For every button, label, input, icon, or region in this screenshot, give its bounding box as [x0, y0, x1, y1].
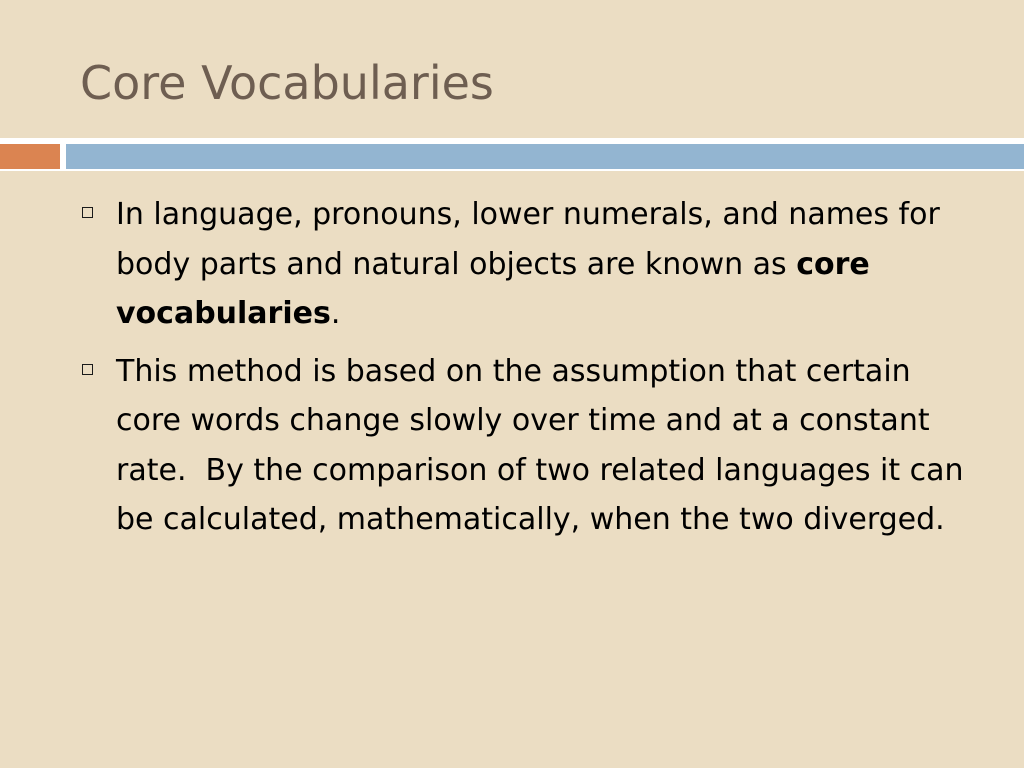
accent-orange-bar [0, 144, 60, 169]
slide-title: Core Vocabularies [80, 56, 494, 110]
bullet-item-method [82, 347, 982, 545]
bullet-text-before: In language, pronouns, lower numerals, and names for body parts and natural objects are known as [116, 197, 940, 282]
bullet-item-core-vocabularies [82, 190, 982, 339]
hollow-square-bullet-icon [82, 364, 93, 375]
accent-blue-bar [66, 144, 1024, 169]
bullet-text-after: . [330, 296, 341, 331]
bullet-bold-term: core vocabularies [116, 246, 870, 331]
hollow-square-bullet-icon [82, 207, 93, 218]
bullet-text: This method is based on the assumption that certain core words change slowly over time and at a constant rate. By the comparison of two related languages it can be calculated, mathematically, when the two diverged. [116, 353, 974, 537]
slide-content [82, 190, 982, 553]
